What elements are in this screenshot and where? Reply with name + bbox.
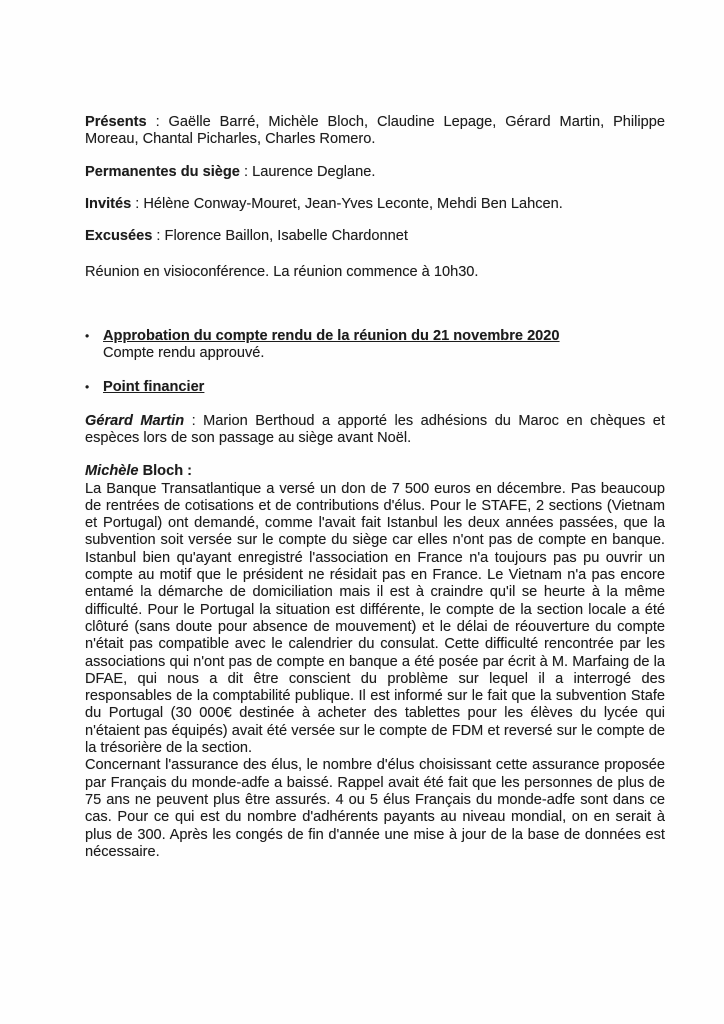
- finance-paragraph-2: Concernant l'assurance des élus, le nombre d'élus choisissant cette assurance proposée par Français du monde-adfe a baissé. Rappel avait été fait que les personnes de plus de 75 ans ne peuvent plus être assurés. 4 ou 5 élus Français du monde-adfe sont dans ce cas. Pour ce qui est du nombre d'adhérents payants au niveau mondial, on en serait à plus de 300. Après les congés de fin d'année une mise à jour de la base de données est nécessaire.: [85, 757, 665, 860]
- meeting-intro-line: Réunion en visioconférence. La réunion commence à 10h30.: [85, 264, 479, 281]
- bullet-icon: •: [85, 328, 90, 343]
- attendance-line-permanentes: [85, 164, 665, 181]
- attendance-text-excusees: : Florence Baillon, Isabelle Chardonnet: [152, 228, 408, 245]
- attendance-line-presents: [85, 114, 665, 149]
- speaker-section-michele-bloch: [85, 463, 665, 861]
- attendance-line-invites: [85, 196, 665, 213]
- attendance-line-excusees: [85, 228, 665, 245]
- speaker-name-colon: :: [183, 463, 193, 480]
- speaker-name-bloch: Bloch: [138, 463, 184, 480]
- agenda-item-approbation: [85, 328, 665, 363]
- attendance-label-presents: Présents: [85, 114, 147, 130]
- attendance-text-invites: : Hélène Conway-Mouret, Jean-Yves Leconte, Mehdi Ben Lahcen.: [131, 195, 563, 212]
- bullet-icon: •: [85, 380, 90, 395]
- attendance-text-permanentes: : Laurence Deglane.: [239, 163, 376, 180]
- finance-paragraph-1: La Banque Transatlantique a versé un don de 7 500 euros en décembre. Pas beaucoup de rentrées de cotisations et de contributions d'élus. Pour le STAFE, 2 sections (Vietnam et Portugal) ont demandé, comme l'avait fait Istanbul les deux années passées, que la subvention soit versée sur le compte du siège car elles n'ont pas de compte en banque. Istanbul bien qu'ayant enregistré l'association en France n'a toujours pas pu ouvrir un compte au motif que le président ne résidait pas en France. Le Vietnam n'a pas encore entamé la démarche de domiciliation mais il est à craindre qu'il se heurte à la même difficulté. Pour le Portugal la situation est différente, le compte de la section locale a été clôturé (sans doute pour absence de mouvement) et le délai de réouverture du compte n'était pas compatible avec le calendrier du consulat. Cette difficulté rencontrée par les associations qui n'ont pas de compte en banque a été posée par écrit à M. Marfaing de la DFAE, qui nous a dit être conscient du problème sur lequel il a interrogé des responsables de la comptabilité publique. Il est informé sur le fait que la subvention Stafe du Portugal (30 000€ destinée à acheter des tablettes pour les élèves du lycée qui n'étaient pas équipés) avait été versée sur le compte de FDM et reversé sur le compte de la trésorière de la section.: [85, 480, 665, 757]
- agenda-heading-approbation: Approbation du compte rendu de la réunion du 21 novembre 2020: [103, 327, 560, 344]
- attendance-label-excusees: Excusées: [85, 228, 153, 245]
- attendance-label-permanentes: Permanentes du siège: [85, 163, 240, 180]
- agenda-item-body: [103, 379, 665, 396]
- attendance-label-invites: Invités: [85, 195, 132, 212]
- agenda-item-body: [103, 328, 665, 363]
- speaker-text-gerard-martin: : Marion Berthoud a apporté les adhésions du Maroc en chèques et espèces lors de son passage au siège avant Noël.: [85, 412, 665, 446]
- speaker-name-gerard-martin: Gérard Martin: [85, 412, 185, 429]
- attendance-text-presents: : Gaëlle Barré, Michèle Bloch, Claudine Lepage, Gérard Martin, Philippe Moreau, Chantal Picharles, Charles Romero.: [85, 114, 665, 148]
- agenda-heading-point-financier: Point financier: [103, 379, 205, 396]
- agenda-item-point-financier: [85, 379, 665, 396]
- agenda-note-approbation: Compte rendu approuvé.: [103, 345, 265, 362]
- speaker-paragraph-gerard-martin: [85, 413, 665, 448]
- speaker-heading-michele-bloch: [85, 463, 665, 480]
- speaker-name-michele: Michèle: [85, 463, 139, 480]
